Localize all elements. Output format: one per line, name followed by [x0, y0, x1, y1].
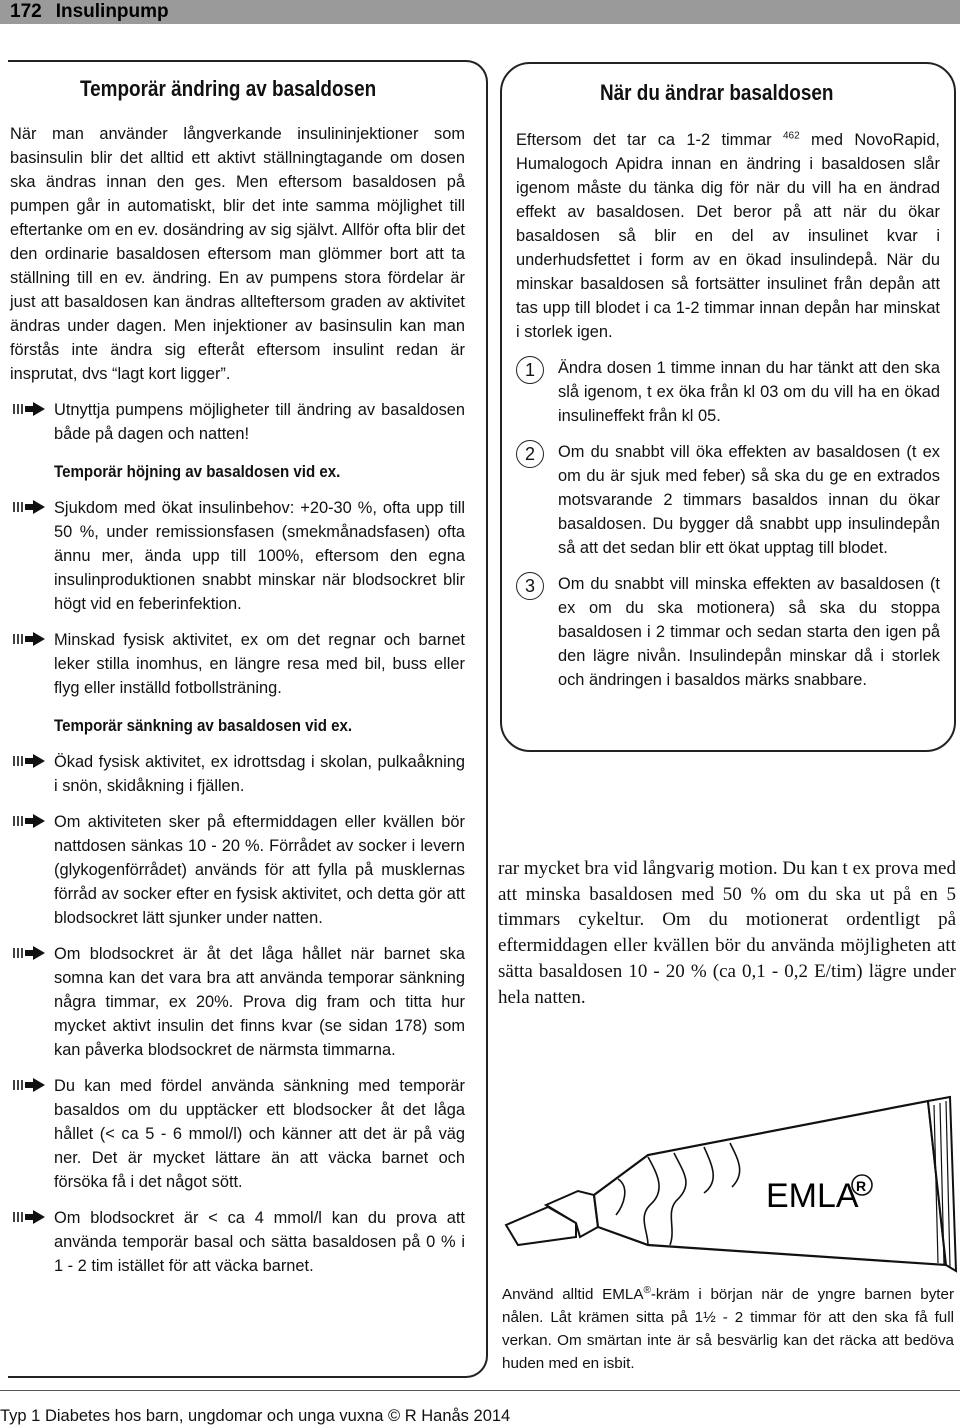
right-intro-b: med NovoRapid, Humalogoch Apidra innan en ändring i basaldosen slår igenom måste du tänka dig för när du vill ha en ändrad effekt av basaldosen. Det beror på att när du ökar basaldosen så blir en del av insulinet kvar i underhudsfettet i form av en ökad insulindepå. När du minskar basaldosen så fortsätter insulinet från depån att tas upp till blodet i ca 1-2 timmar innan depån har minskat i storlek igen. [516, 131, 940, 341]
right-intro [516, 128, 940, 344]
bullet-text: Utnyttja pumpens möjligheter till ändring av basaldosen både på dagen och natten! [54, 401, 465, 443]
arrow-icon [12, 402, 46, 416]
arrow-icon [12, 632, 46, 646]
bullet-item [10, 496, 465, 616]
bullet-text: Du kan med fördel använda sänkning med temporär basaldos om du upptäcker ett blodsocker åt det låga hållet (< ca 5 - 6 mmol/l) och känner att det är på väg ner. Det är mycket lättare än att väcka barnet och försöka få i det något sött. [54, 1077, 465, 1191]
bullet-item [10, 1206, 465, 1278]
right-title: När du ändrar basaldosen [600, 80, 834, 105]
left-intro: När man använder långverkande insulininjektioner som basinsulin blir det alltid ett aktivt ställningtagande om dosen ska ändras innan den ges. Men eftersom basaldosen på pumpen går in automatiskt, blir det inte samma möjlighet till eftertanke om en ev. dosändring av sig självt. Allför ofta blir det den ordinarie basaldosen eftersom man glömmer bort att ta ställning till en ev. ändring. En av pumpens stora fördelar är just att basaldosen kan ändras allteftersom graden av aktivitet ändras under dagen. Men injektioner av basinsulin kan man förstås inte ändra sig efteråt eftersom insulint redan är insprutat, dvs “lagt kort ligger”. [10, 125, 465, 383]
tube-label: EMLA [766, 1177, 859, 1215]
numbered-item [516, 572, 940, 692]
arrow-icon [12, 946, 46, 960]
tube-drawing [498, 1095, 958, 1280]
numbered-text: Ändra dosen 1 timme innan du har tänkt att den ska slå igenom, t ex öka från kl 03 om du vill ha en ökad insulineffekt från kl 05. [558, 359, 940, 425]
page-header [0, 0, 960, 24]
circled-number: 1 [516, 356, 544, 384]
bullet-text: Om blodsockret är åt det låga hållet när barnet ska somna kan det vara bra att använda temporar sänkning några timmar, ex 20%. Prova dig fram och titta hur mycket aktivt insulin det finns kvar (se sidan 178) som kan påverka blodsockret de närmsta timmarna. [54, 945, 465, 1059]
bullet-text: Om blodsockret är < ca 4 mmol/l kan du prova att använda temporär basal och sätta basaldosen på 0 % i 1 - 2 tim istället för att väcka barnet. [54, 1209, 465, 1275]
right-column [516, 76, 940, 692]
arrow-icon [12, 1210, 46, 1224]
continuation-text: rar mycket bra vid långvarig motion. Du kan t ex prova med att minska basaldosen med 50 % om du ska ut på en 5 timmars cykeltur. Om du motionerat ordentligt på eftermiddagen eller kvällen bör du använda möjligheten att sätta basaldosen 10 - 20 % (ca 0,1 - 0,2 E/tim) lägre under hela natten. [498, 858, 956, 1008]
arrow-icon [12, 754, 46, 768]
arrow-icon [12, 1078, 46, 1092]
arrow-icon [12, 500, 46, 514]
emla-tube-illustration [498, 1095, 958, 1280]
arrow-icon [12, 814, 46, 828]
caption-a: Använd alltid EMLA [502, 1286, 644, 1303]
footer-text: Typ 1 Diabetes hos barn, ungdomar och unga vuxna © R Hanås 2014 [0, 1407, 511, 1425]
page-footer [0, 1390, 960, 1426]
bullet-text: Sjukdom med ökat insulinbehov: +20-30 %, ofta upp till 50 %, under remissionsfasen (smekmånadsfasen) ofta ännu mer, ända upp till 100%, eftersom den egna insulinproduktionen snabbt minskar när blodsockret blir högt vid en feberinfektion. [54, 499, 465, 613]
numbered-text: Om du snabbt vill öka effekten av basaldosen (t ex om du är sjuk med feber) så ska du ge en extrados motsvarande 2 timmars basaldos innan du ökar basaldosen. Du bygger då snabbt upp insulindepån så att det sedan blir ett ökat upptag till blodet. [558, 443, 940, 557]
registered-mark: R [856, 1178, 867, 1194]
circled-number: 3 [516, 572, 544, 600]
bullet-text: Minskad fysisk aktivitet, ex om det regnar och barnet leker stilla inomhus, en längre resa med bil, buss eller flyg eller inställd fotbollsträning. [54, 631, 465, 697]
tube-caption [502, 1283, 954, 1375]
circled-number: 2 [516, 440, 544, 468]
section-title: Insulinpump [55, 1, 169, 22]
left-column [10, 72, 465, 1278]
left-title: Temporär ändring av basaldosen [80, 76, 377, 101]
subhead-raise: Temporär höjning av basaldosen vid ex. [54, 463, 341, 481]
right-intro-a: Eftersom det tar ca 1-2 timmar [516, 131, 783, 149]
caption-b: -kräm i början när de yngre barnen byter nålen. Låt krämen sitta på 1½ - 2 timmar för att den ska få full verkan. Om smärtan inte är så besvärlig kan det räcka att bedöva huden med en isbit. [502, 1286, 955, 1372]
bullet-item [10, 810, 465, 930]
bullet-item [10, 628, 465, 700]
bullet-item [10, 1074, 465, 1194]
caption-registered: ® [643, 1284, 651, 1296]
reference-mark: 462 [782, 130, 800, 142]
bullet-item [10, 750, 465, 798]
page-number: 172 [10, 1, 42, 22]
bullet-text: Om aktiviteten sker på eftermiddagen eller kvällen bör nattdosen sänkas 10 - 20 %. Förrådet av socker i levern (glykogenförrådet) används för att fylla på musklernas förråd av socker efter en fysisk aktivitet, och detta gör att blodsockret lätt sjunker under natten. [54, 813, 465, 927]
numbered-item [516, 356, 940, 428]
numbered-text: Om du snabbt vill minska effekten av basaldosen (t ex om du ska motionera) så ska du stoppa basaldosen i 2 timmar och sedan starta den igen på den lägre nivån. Insulindepån minskar då i storlek och ändringen i basaldos märks snabbare. [558, 575, 940, 689]
bullet-text: Ökad fysisk aktivitet, ex idrottsdag i skolan, pulkaåkning i snön, skidåkning i fjällen. [54, 753, 465, 795]
subhead-lower: Temporär sänkning av basaldosen vid ex. [54, 717, 353, 735]
numbered-item [516, 440, 940, 560]
bullet-item [10, 398, 465, 446]
bullet-item [10, 942, 465, 1062]
